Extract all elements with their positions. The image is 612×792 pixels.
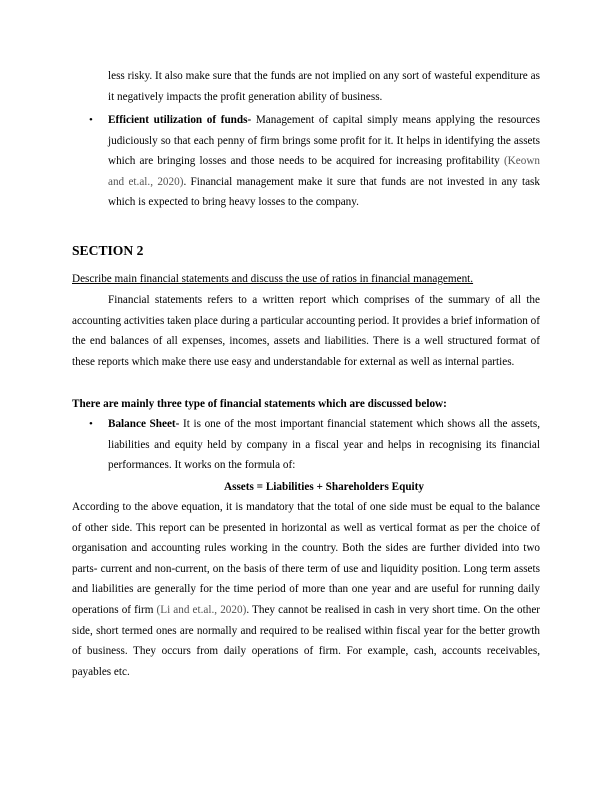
closing-paragraph (72, 497, 540, 682)
section-heading: SECTION 2 (72, 243, 144, 258)
types-heading: There are mainly three type of financial statements which are discussed below: (72, 398, 447, 410)
accounting-formula: Assets = Liabilities + Shareholders Equity (224, 481, 424, 493)
bullet-efficient-funds (89, 110, 541, 213)
bullet-funds-text-end: . Financial management make it sure that funds are not invested in any task which is expected to bring heavy losses to the company. (108, 175, 540, 209)
closing-text-end: . They cannot be realised in cash in very short time. On the other side, short termed ones are normally and required to be realised within fiscal year for the better growth of business. They occurs from daily operations of firm. For example, cash, accounts receivables, payables etc. (72, 603, 541, 678)
section-question: Describe main financial statements and discuss the use of ratios in financial management. (72, 273, 474, 285)
citation-li: (Li and et.al., 2020) (156, 603, 247, 616)
intro-paragraph: Financial statements refers to a written report which comprises of the summary of all the accounting activities taken place during a particular accounting period. It provides a brief information of the end balances of all expenses, incomes, assets and liabilities. There is a well structured format of these reports which make there use easy and understandable for external as well as internal parties. (72, 294, 540, 368)
bullet-balance-sheet (89, 414, 540, 476)
continuation-paragraph (108, 66, 540, 107)
closing-text: According to the above equation, it is mandatory that the total of one side must be equal to the balance of other side. This report can be presented in horizontal as well as vertical format as per the choice of organisation and accounting rules working in the country. Both the sides are further divided into two parts- current and non-current, on the basis of there term of use and liquidity position. Long term assets and liabilities are generally for the time period of more than one year and are useful for running daily operations of firm (72, 501, 540, 616)
bullet-funds-title: Efficient utilization of funds- (108, 114, 252, 126)
citation-keown: (Keown and et.al., 2020) (108, 155, 540, 188)
bullet-icon: • (89, 418, 93, 430)
continuation-text: less risky. It also make sure that the funds are not implied on any sort of wasteful expenditure as it negatively impacts the profit generation ability of business. (108, 70, 540, 103)
bullet-funds-text: Management of capital simply means applying the resources judiciously so that each penny of firm brings some profit for it. It helps in identifying the assets which are bringing losses and those needs to be acquired for increasing profitability (108, 114, 541, 168)
bullet-balance-title: Balance Sheet- (108, 418, 180, 430)
bullet-balance-text: It is one of the most important financial statement which shows all the assets, liabilities and equity held by company in a fiscal year and helps in recognising its financial performances. It works on the formula of: (108, 418, 540, 472)
bullet-icon: • (89, 114, 93, 126)
